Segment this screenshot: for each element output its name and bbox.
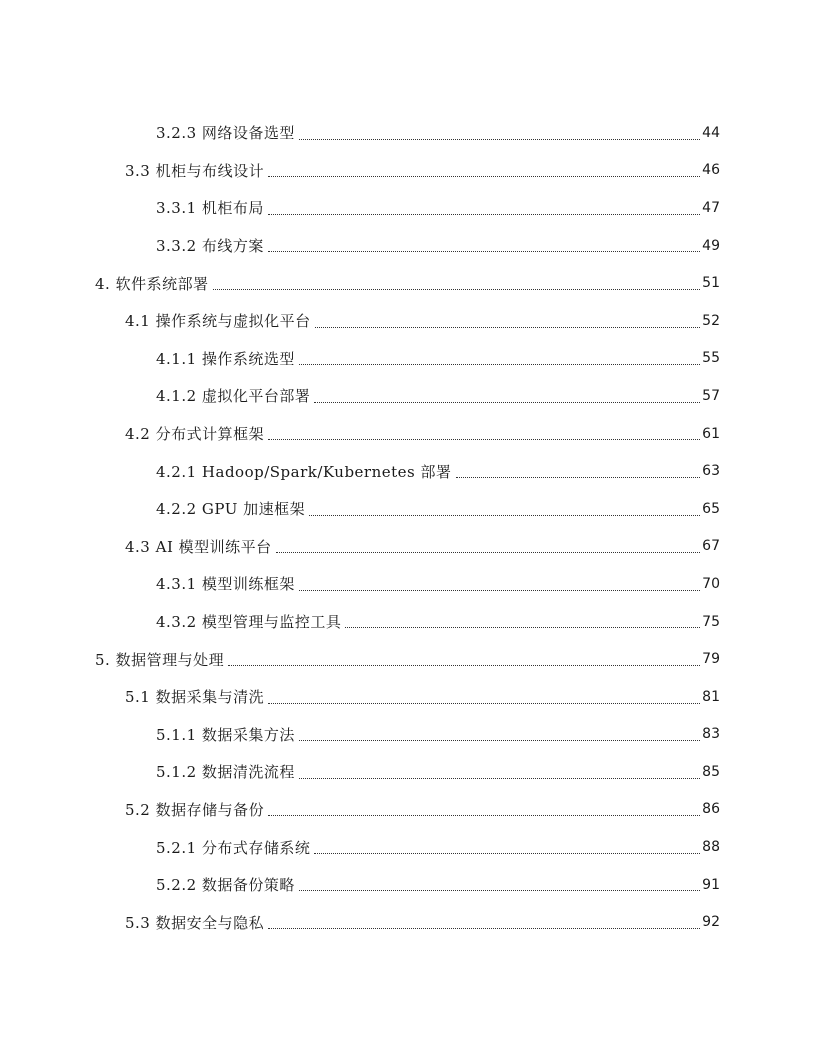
toc-dot-leader [268,814,700,816]
toc-page-number: 44 [702,124,720,141]
toc-dot-leader [268,175,700,177]
toc-page-number: 47 [702,199,720,216]
toc-entry-title: 4.2 分布式计算框架 [125,425,265,444]
toc-page-number: 88 [702,839,720,856]
toc-entry[interactable] [0,302,816,340]
toc-entry-title: 4. 软件系统部署 [95,274,209,293]
toc-page-number: 57 [702,387,720,404]
toc-entry[interactable] [0,866,816,904]
toc-entry-title: 4.1.2 虚拟化平台部署 [156,387,311,406]
toc-page-number: 70 [702,575,720,592]
toc-entry[interactable] [0,828,816,866]
toc-page-number: 65 [702,500,720,517]
toc-entry[interactable] [0,490,816,528]
toc-dot-leader [299,889,700,891]
toc-dot-leader [299,777,700,779]
toc-entry-title: 3.2.3 网络设备选型 [156,124,295,143]
toc-dot-leader [314,852,700,854]
toc-dot-leader [228,664,700,666]
toc-entry-title: 5.3 数据安全与隐私 [125,913,265,932]
toc-entry[interactable] [0,189,816,227]
toc-entry-title: 5.1 数据采集与清洗 [125,688,265,707]
toc-entry-title: 4.2.1 Hadoop/Spark/Kubernetes 部署 [156,462,452,481]
toc-page-number: 49 [702,237,720,254]
toc-page-number: 75 [702,613,720,630]
toc-dot-leader [345,626,700,628]
toc-entry-title: 4.1 操作系统与虚拟化平台 [125,312,311,331]
toc-dot-leader [309,514,700,516]
toc-entry[interactable] [0,227,816,265]
toc-entry-title: 3.3.1 机柜布局 [156,199,264,218]
toc-entry-title: 5.2 数据存储与备份 [125,800,265,819]
toc-page-number: 61 [702,425,720,442]
toc-entry[interactable] [0,528,816,566]
toc-dot-leader [268,250,700,252]
toc-dot-leader [213,288,701,290]
toc-dot-leader [268,702,700,704]
toc-entry-title: 3.3.2 布线方案 [156,237,264,256]
toc-entry[interactable] [0,791,816,829]
toc-page-number: 86 [702,801,720,818]
toc-entry[interactable] [0,152,816,190]
table-of-contents [0,114,816,941]
toc-entry-title: 5.2.2 数据备份策略 [156,876,295,895]
toc-page-number: 91 [702,876,720,893]
toc-entry[interactable] [0,640,816,678]
toc-entry[interactable] [0,565,816,603]
toc-entry[interactable] [0,114,816,152]
toc-page-number: 83 [702,726,720,743]
toc-entry-title: 4.3.1 模型训练框架 [156,575,295,594]
toc-dot-leader [299,138,700,140]
toc-page-number: 63 [702,463,720,480]
toc-entry-title: 5. 数据管理与处理 [95,650,225,669]
toc-entry[interactable] [0,452,816,490]
toc-page-number: 51 [702,275,720,292]
toc-page-number: 67 [702,538,720,555]
toc-entry[interactable] [0,415,816,453]
toc-entry[interactable] [0,753,816,791]
toc-dot-leader [276,551,701,553]
toc-dot-leader [456,476,701,478]
toc-entry-title: 4.1.1 操作系统选型 [156,349,295,368]
toc-entry[interactable] [0,678,816,716]
toc-page-number: 85 [702,763,720,780]
toc-dot-leader [299,589,700,591]
toc-entry[interactable] [0,903,816,941]
toc-entry-title: 4.3.2 模型管理与监控工具 [156,613,342,632]
toc-dot-leader [299,363,700,365]
toc-page-number: 55 [702,350,720,367]
toc-dot-leader [314,401,700,403]
toc-dot-leader [268,927,700,929]
toc-entry-title: 4.3 AI 模型训练平台 [125,537,272,556]
toc-entry-title: 5.1.2 数据清洗流程 [156,763,295,782]
toc-dot-leader [315,326,701,328]
toc-page-number: 81 [702,688,720,705]
toc-entry-title: 5.1.1 数据采集方法 [156,725,295,744]
toc-entry[interactable] [0,340,816,378]
toc-entry[interactable] [0,716,816,754]
toc-page-number: 79 [702,651,720,668]
toc-dot-leader [268,438,700,440]
toc-entry-title: 4.2.2 GPU 加速框架 [156,500,306,519]
toc-entry[interactable] [0,377,816,415]
toc-dot-leader [268,213,700,215]
toc-entry-title: 3.3 机柜与布线设计 [125,161,265,180]
toc-page-number: 46 [702,162,720,179]
toc-dot-leader [299,739,700,741]
toc-entry-title: 5.2.1 分布式存储系统 [156,838,311,857]
toc-page-number: 92 [702,914,720,931]
toc-entry[interactable] [0,603,816,641]
toc-entry[interactable] [0,264,816,302]
toc-page-number: 52 [702,312,720,329]
